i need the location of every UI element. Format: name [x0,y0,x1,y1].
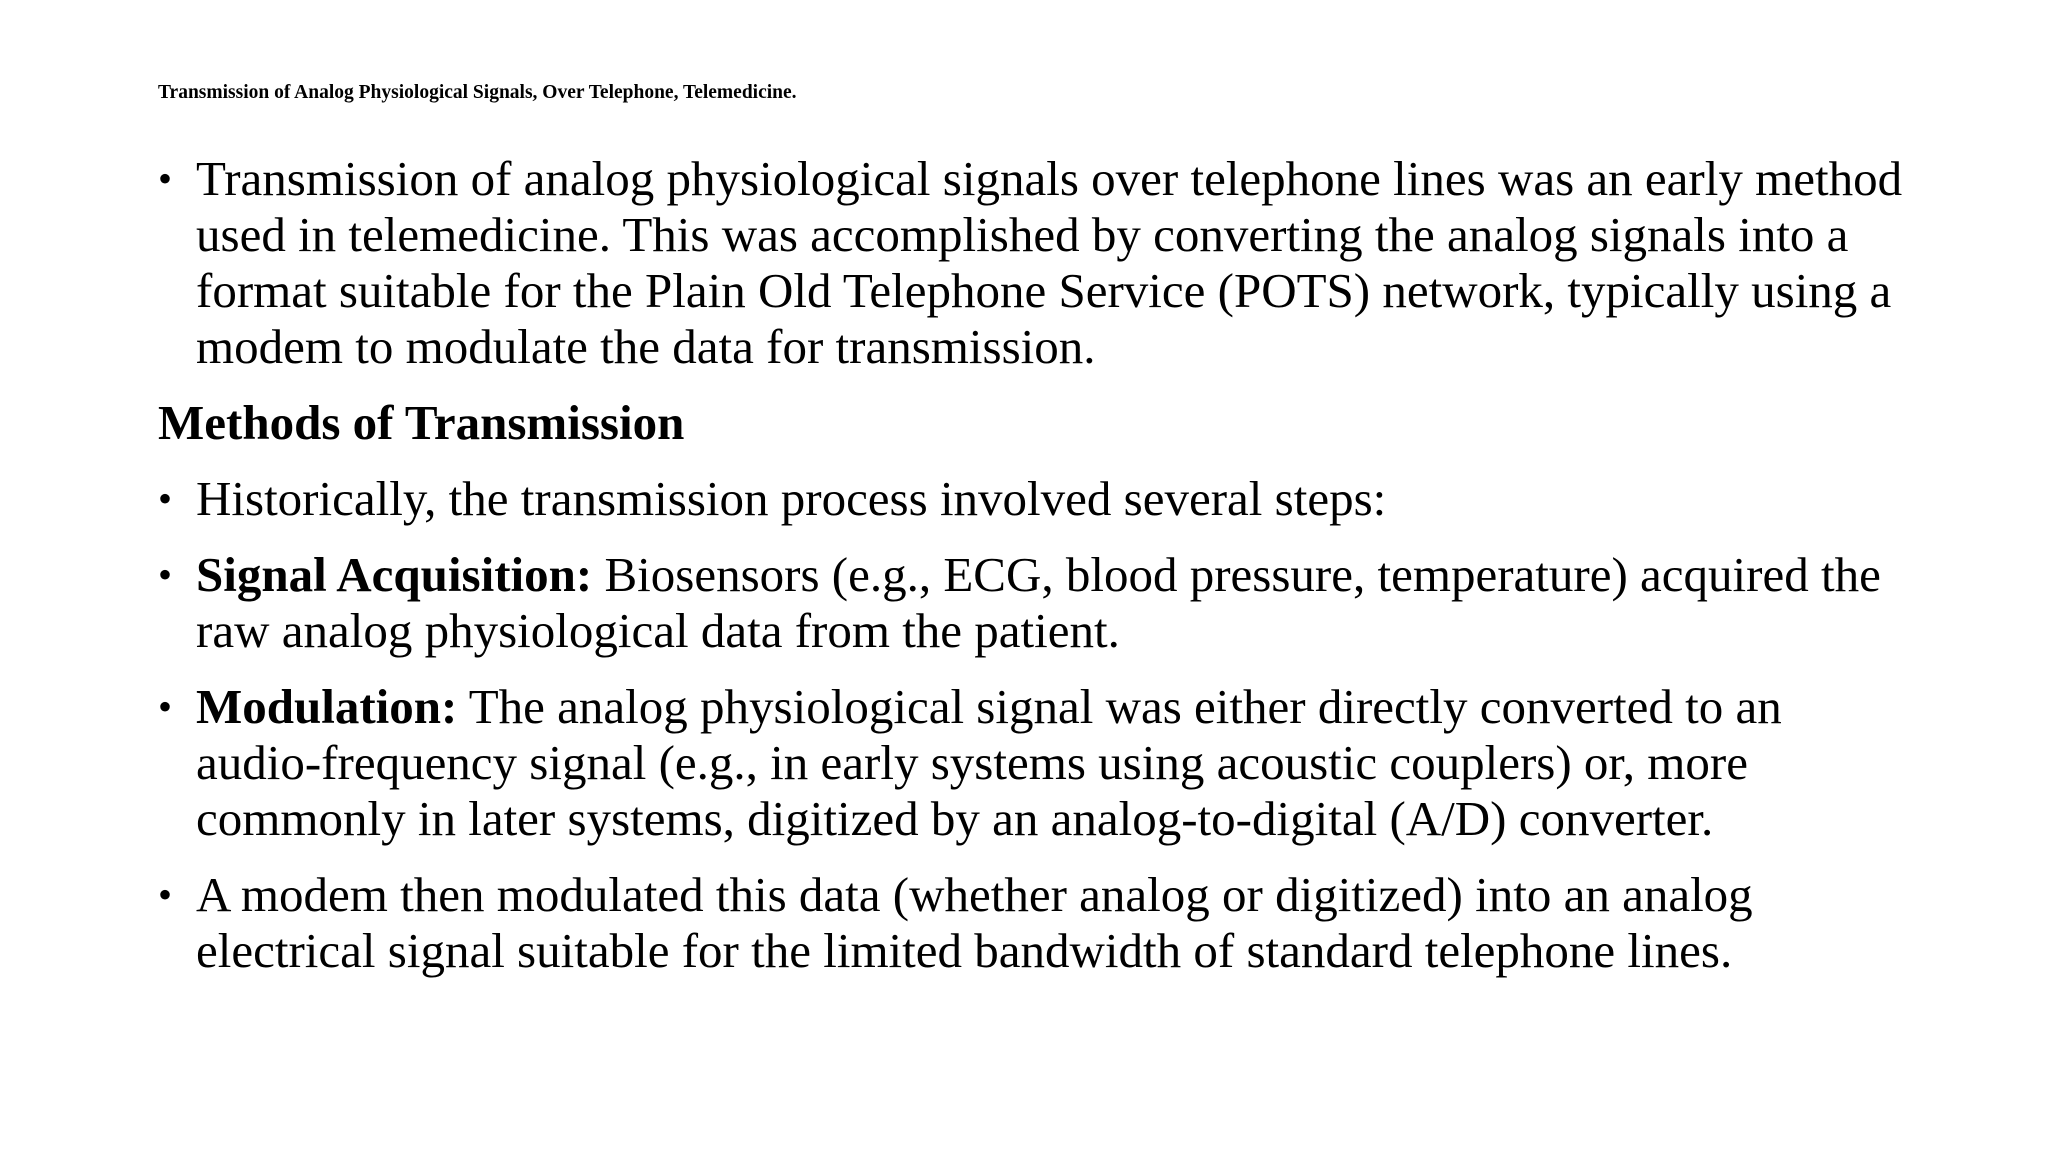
intro-bullet-text: Transmission of analog physiological signals over telephone lines was an early method used in telemedicine. This was accomplished by converting the analog signals into a format suitable for the Plain Old Telephone Service (POTS) network, typically using a modem to modulate the data for transmission. [196,151,1903,374]
intro-bullet [158,151,1918,375]
signal-acquisition-text: Biosensors (e.g., ECG, blood pressure, temperature) acquired the raw analog physiological data from the patient. [196,547,1881,658]
bullet-dot-icon: • [158,476,173,521]
signal-acquisition-bullet [158,547,1918,659]
section-heading: Methods of Transmission [158,395,685,450]
modulation-lead: Modulation: [196,679,458,734]
slide-content [158,151,1918,979]
modulation-bullet [158,679,1918,847]
bullet-dot-icon: • [158,156,173,201]
bullet-dot-icon: • [158,552,173,597]
slide-title: Transmission of Analog Physiological Signals, Over Telephone, Telemedicine. [158,82,797,103]
bullet-dot-icon: • [158,684,173,729]
modem-bullet [158,867,1918,979]
steps-intro-bullet [158,471,1918,527]
bullet-dot-icon: • [158,872,173,917]
steps-intro-text: Historically, the transmission process involved several steps: [196,471,1387,526]
signal-acquisition-lead: Signal Acquisition: [196,547,593,602]
modulation-text: The analog physiological signal was either directly converted to an audio-frequency signal (e.g., in early systems using acoustic couplers) or, more commonly in later systems, digitized by an analog-to-digital (A/D) converter. [196,679,1782,846]
modem-bullet-text: A modem then modulated this data (whether analog or digitized) into an analog electrical signal suitable for the limited bandwidth of standard telephone lines. [196,867,1753,978]
